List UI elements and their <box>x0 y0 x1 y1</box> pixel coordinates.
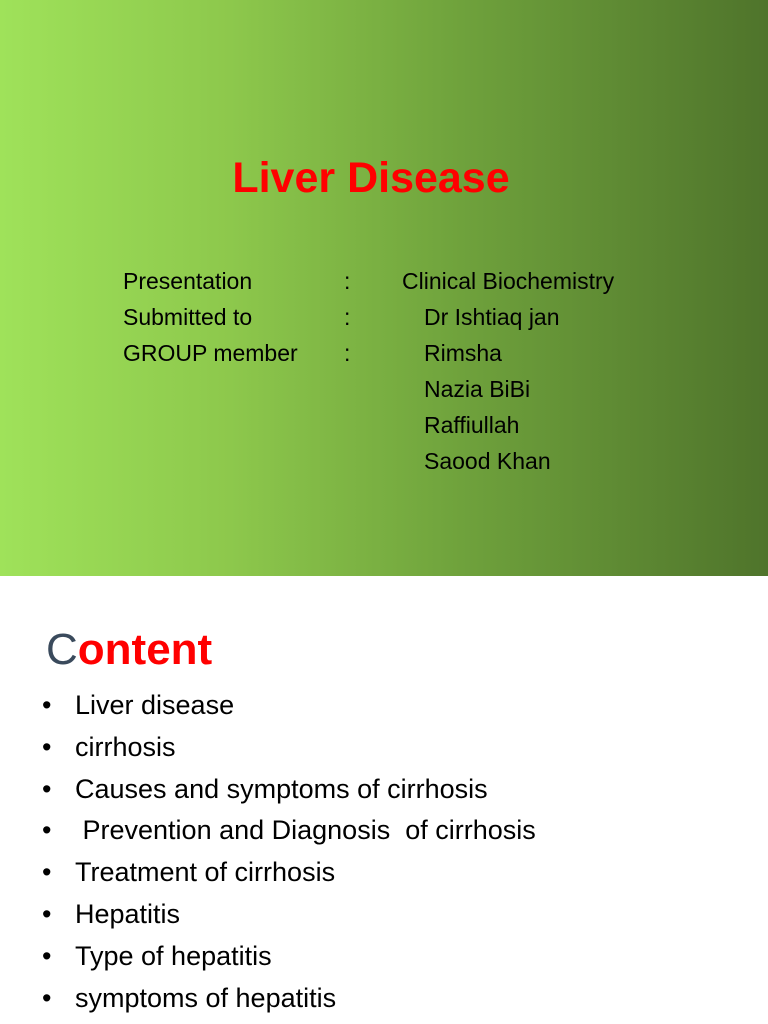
bullet-icon: • <box>42 731 52 762</box>
bullet-icon: • <box>42 815 52 846</box>
list-item <box>0 726 768 768</box>
info-value: Dr Ishtiaq jan <box>424 304 560 330</box>
list-item-text: Treatment of cirrhosis <box>75 857 336 888</box>
content-title-rest: ontent <box>77 625 213 674</box>
info-value: Clinical Biochemistry <box>402 268 615 294</box>
list-item-text: Causes and symptoms of cirrhosis <box>75 773 488 804</box>
bullet-icon: • <box>42 690 52 720</box>
info-value: Nazia BiBi <box>424 376 531 402</box>
info-colon: : <box>344 340 351 366</box>
bullet-icon: • <box>42 982 52 1013</box>
info-value: Saood Khan <box>424 448 551 474</box>
info-label: GROUP member <box>123 340 298 366</box>
bullet-icon: • <box>42 940 52 971</box>
list-item <box>0 684 768 726</box>
bullet-icon: • <box>42 898 52 929</box>
info-label: Submitted to <box>123 304 253 330</box>
list-item-text: Liver disease <box>75 690 235 720</box>
list-item <box>0 768 768 810</box>
list-item <box>0 977 768 1019</box>
info-colon: : <box>344 304 351 330</box>
list-item-text: Hepatitis <box>75 898 181 929</box>
list-item <box>0 851 768 893</box>
info-label: Presentation <box>123 268 253 294</box>
list-item-text: cirrhosis <box>75 731 176 762</box>
slide-title: Liver Disease <box>232 154 510 202</box>
list-item <box>0 893 768 935</box>
info-colon: : <box>344 268 351 294</box>
bullet-icon: • <box>42 857 52 888</box>
list-item <box>0 809 768 851</box>
list-item-text: Type of hepatitis <box>75 940 272 971</box>
content-slide <box>0 576 768 1024</box>
content-title-first-letter: C <box>46 625 78 674</box>
info-value: Rimsha <box>424 340 502 366</box>
content-title <box>46 624 212 676</box>
list-item-text: symptoms of hepatitis <box>75 982 337 1013</box>
info-value: Raffiullah <box>424 412 520 438</box>
bullet-icon: • <box>42 773 52 804</box>
content-bullet-list <box>0 684 768 1018</box>
list-item <box>0 935 768 977</box>
list-item-text: Prevention and Diagnosis of cirrhosis <box>75 815 536 846</box>
